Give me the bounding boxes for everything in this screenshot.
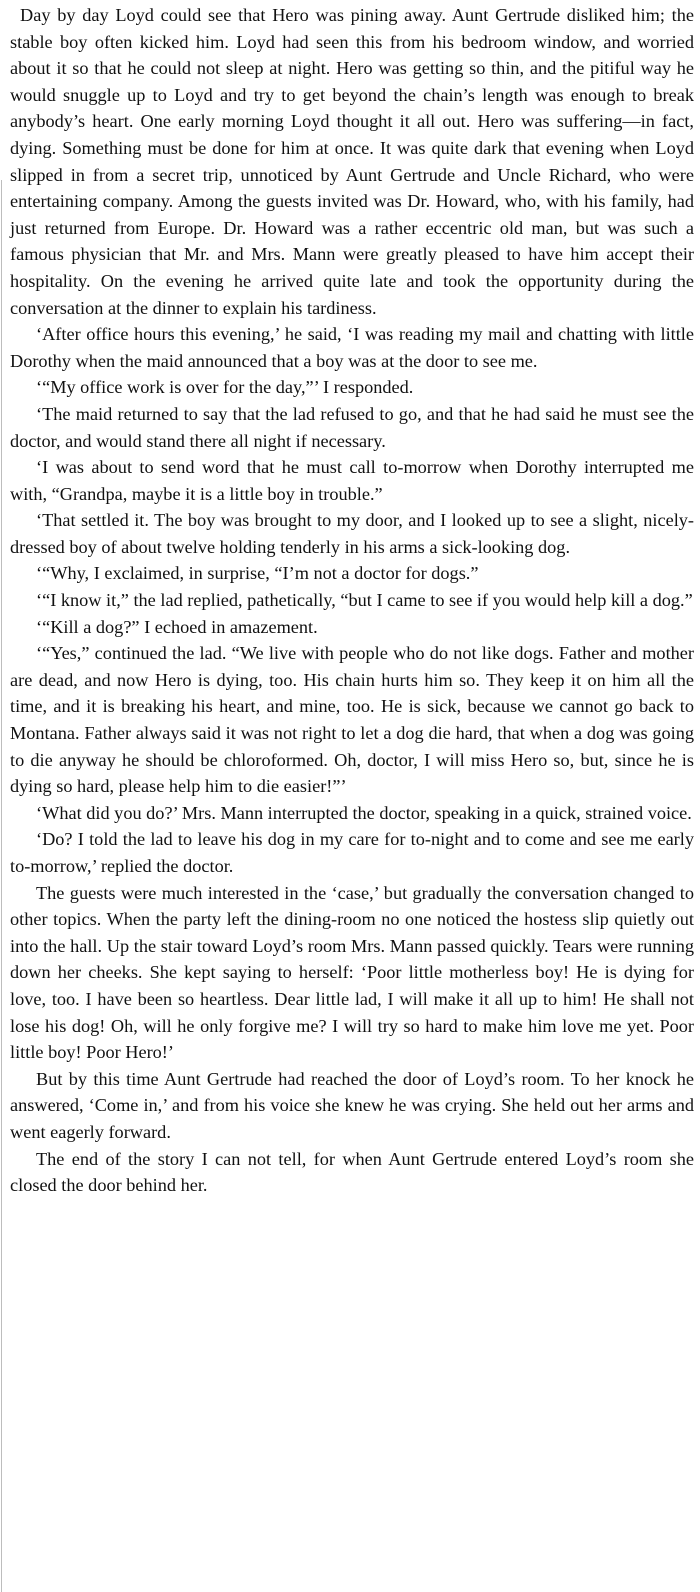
margin-rule — [1, 180, 2, 1592]
story-paragraph: The end of the story I can not tell, for when Aunt Gertrude entered Loyd’s room she closed the door behind her. — [10, 1148, 694, 1196]
story-paragraph: ‘“My office work is over for the day,”’ I responded. — [36, 377, 414, 398]
story-paragraph: ‘“Yes,” continued the lad. “We live with people who do not like dogs. Father and mother are dead, and now Hero is dying, too. His chain hurts him so. They keep it on him all the time, and it is breaking his heart, and mine, too. He is sick, because we cannot go back to Montana. Father always said it was not right to let a dog die hard, that when a dog was going to die anyway he should be chloroformed. Oh, doctor, I will miss Hero so, but, since he is dying so hard, please help him to die easier!”’ — [10, 643, 694, 797]
story-paragraph: ‘That settled it. The boy was brought to my door, and I looked up to see a slight, nicely-dressed boy of about twelve holding tenderly in his arms a sick-looking dog. — [10, 510, 694, 557]
story-paragraph: But by this time Aunt Gertrude had reached the door of Loyd’s room. To her knock he answered, ‘Come in,’ and from his voice she knew he was crying. She held out her arms and went eagerly forward. — [10, 1068, 694, 1142]
story-paragraph: ‘After office hours this evening,’ he said, ‘I was reading my mail and chatting with little Dorothy when the maid announced that a boy was at the door to see me. — [10, 324, 694, 371]
story-paragraph: ‘The maid returned to say that the lad refused to go, and that he had said he must see the doctor, and would stand there all night if necessary. — [10, 403, 694, 451]
story-paragraph: ‘“Kill a dog?” I echoed in amazement. — [36, 616, 318, 637]
story-paragraph: ‘I was about to send word that he must call to-morrow when Dorothy interrupted me with, “Grandpa, maybe it is a little boy in trouble.” — [10, 457, 694, 504]
story-paragraph: ‘Do? I told the lad to leave his dog in my care for to-night and to come and see me early to-morrow,’ replied the doctor. — [10, 829, 694, 876]
story-paragraph: ‘What did you do?’ Mrs. Mann interrupted the doctor, speaking in a quick, strained voice. — [36, 802, 692, 823]
story-paragraph: Day by day Loyd could see that Hero was pining away. Aunt Gertrude disliked him; the stable boy often kicked him. Loyd had seen this from his bedroom window, and worried about it so that he could not sleep at night. Hero was getting so thin, and the pitiful way he would snuggle up to Loyd and try to get beyond the chain’s length was enough to break anybody’s heart. One early morning Loyd thought it all out. Hero was suffering—in fact, dying. Something must be done for him at once. It was quite dark that evening when Loyd slipped in from a secret trip, unnoticed by Aunt Gertrude and Uncle Richard, who were entertaining company. Among the guests invited was Dr. Howard, who, with his family, had just returned from Europe. Dr. Howard was a rather eccentric old man, but was such a famous physician that Mr. and Mrs. Mann were greatly pleased to have him accept their hospitality. On the evening he arrived quite late and took the opportunity during the conversation at the dinner to explain his tardiness. — [10, 5, 694, 318]
story-paragraph: ‘“I know it,” the lad replied, pathetically, “but I came to see if you would help kill a dog.” — [36, 590, 693, 611]
story-paragraph: ‘“Why, I exclaimed, in surprise, “I’m not a doctor for dogs.” — [36, 563, 479, 584]
story-paragraph: The guests were much interested in the ‘case,’ but gradually the conversation changed to other topics. When the party left the dining-room no one noticed the hostess slip quietly out into the hall. Up the stair toward Loyd’s room Mrs. Mann passed quickly. Tears were running down her cheeks. She kept saying to herself: ‘Poor little motherless boy! He is dying for love, too. I have been so heartless. Dear little lad, I will make it all up to him! He shall not lose his dog! Oh, will he only forgive me? I will try so hard to make him love me yet. Poor little boy! Poor Hero!’ — [10, 882, 694, 1063]
